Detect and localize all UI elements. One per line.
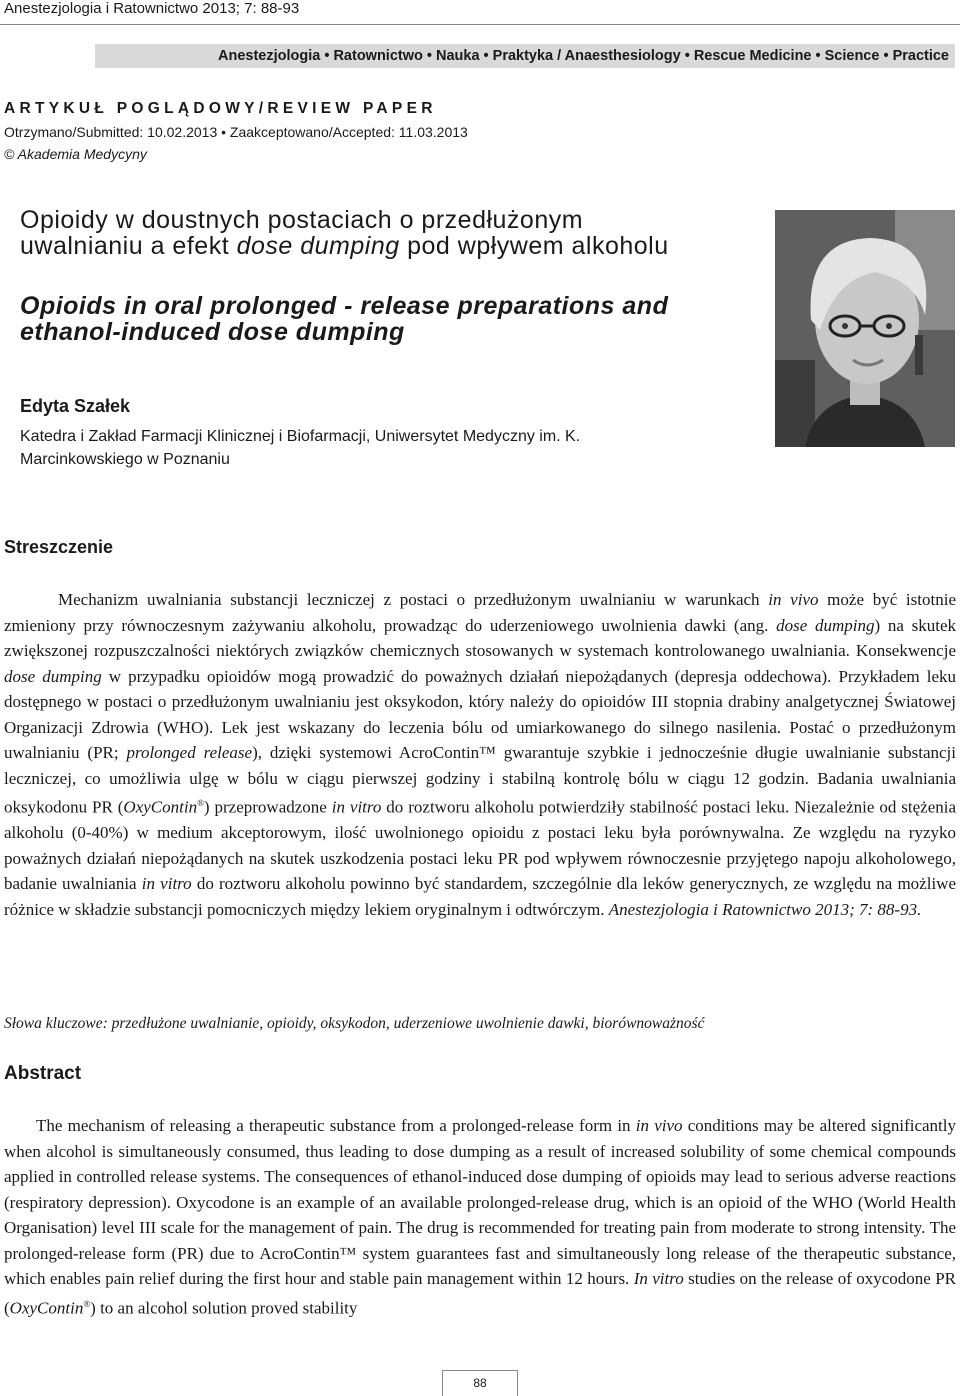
- title-polish-part1: Opioidy w doustnych postaciach o przedłużonym uwalnianiu a efekt: [20, 206, 584, 260]
- italic-term: prolonged release: [126, 743, 253, 762]
- text-segment: do roztworu alkoholu powinno być standardem, szczególnie dla leków generycznych, ze względu na możliwe różnice w składzie substancji pomocniczych między lekiem oryginalnym i odtwórczym.: [4, 874, 956, 919]
- text-segment: The mechanism of releasing a therapeutic substance from a prolonged-release form in: [36, 1116, 636, 1135]
- citation: Anestezjologia i Ratownictwo 2013; 7: 88-93.: [608, 899, 922, 919]
- text-segment: studies on the release of oxycodone PR (: [4, 1269, 957, 1318]
- text-segment: ) to an alcohol solution proved stability: [90, 1298, 358, 1318]
- text-segment: Mechanizm uwalniania substancji leczniczej z postaci o przedłużonym uwalnianiu w warunkach: [58, 590, 769, 609]
- streszczenie-body: [4, 587, 956, 922]
- text-segment: ) na skutek zwiększonej rozpuszczalności niektórych związków chemicznych stosowanych w systemach kontrolowanego uwalniania. Konsekwencje: [4, 615, 956, 660]
- registered-mark: ®: [197, 798, 204, 808]
- author-affiliation: Katedra i Zakład Farmacji Klinicznej i Biofarmacji, Uniwersytet Medyczny im. K. Marcinkowskiego w Poznaniu: [20, 428, 581, 468]
- text-segment: w przypadku opioidów mogą prowadzić do poważnych działań niepożądanych (depresja oddechowa). Przykładem leku dostępnego w postaci o przedłużonym uwalnianiu jest oksykodon, który należy do opioidów III stopnia drabiny analgetycznej Światowej Organizacji Zdrowia (WHO). Lek jest wskazany do leczenia bólu od umiarkowanego do silnego nasilenia. Postać o przedłużonym uwalnianiu (PR;: [4, 666, 956, 762]
- title-polish-italic: dose dumping: [236, 232, 400, 260]
- italic-term: in vitro: [141, 874, 192, 894]
- italic-term: dose dumping: [4, 666, 102, 686]
- author-photo: [775, 210, 955, 447]
- italic-term: dose dumping: [776, 615, 875, 635]
- footer-divider: [442, 1370, 518, 1371]
- italic-term: in vitro: [331, 797, 382, 817]
- author-portrait-image: [775, 210, 955, 447]
- abstract-body: [4, 1113, 956, 1321]
- page-number: 88: [473, 1376, 487, 1390]
- text-segment: conditions may be altered significantly when alcohol is simultaneously consumed, thus leading to dose dumping as a result of increased solubility of some chemical compounds applied in controlled release systems. The consequences of ethanol-induced dose dumping of opioids may lead to serious adverse reactions (respiratory depression). Oxycodone is an example of an available prolonged-release drug, which is an opioid of the WHO (World Health Organisation) level III scale for the management of pain. The drug is recommended for treating pain from moderate to strong intensity. The prolonged-release form (PR) due to AcroContin™ system guarantees fast and simultaneously long release of the therapeutic substance, which enables pain relief during the first hour and stable pain management within 12 hours.: [4, 1116, 957, 1288]
- title-polish-part2: pod wpływem alkoholu: [399, 232, 669, 260]
- text-segment: może być istotnie zmieniony przy równoczesnym zażywaniu alkoholu, prowadząc do uderzeniowego uwolnienia dawki (ang.: [4, 590, 956, 635]
- italic-term: OxyContin: [9, 1298, 84, 1318]
- author-name: Edyta Szałek: [20, 396, 131, 416]
- header-divider: [0, 24, 960, 25]
- title-english: Opioids in oral prolonged - release preparations and ethanol-induced dose dumping: [20, 292, 669, 346]
- italic-term: OxyContin: [123, 797, 198, 817]
- registered-mark: ®: [83, 1298, 91, 1309]
- journal-header: Anestezjologia i Ratownictwo 2013; 7: 88-93: [4, 0, 300, 17]
- streszczenie-heading: Streszczenie: [4, 537, 114, 557]
- text-segment: ) przeprowadzone: [203, 797, 332, 817]
- text-segment: ), dzięki systemowi AcroContin™ gwarantuje szybkie i jednocześnie długie uwalnianie substancji leczniczej, co umożliwia ulgę w bólu w ciągu pierwszej godziny i stabilną kontrolę bólu w ciągu 12 godzin. Badania uwalniania oksykodonu PR (: [4, 743, 956, 817]
- journal-banner: Anestezjologia • Ratownictwo • Nauka • Praktyka / Anaesthesiology • Rescue Medicine • Science • Practice: [95, 44, 955, 68]
- italic-term: in vivo: [768, 590, 819, 609]
- abstract-heading: Abstract: [4, 1063, 82, 1084]
- italic-term: in vivo: [635, 1116, 683, 1135]
- text-segment: do roztworu alkoholu potwierdziły stabilność postaci leku. Niezależnie od stężenia alkoholu (0-40%) w medium akceptorowym, ilość uwolnionego opioidu z postaci leku była porównywalna. Ze względu na ryzyko poważnych działań niepożądanych na skutek uszkodzenia postaci leku PR pod wpływem równoczesnie przyjętego napoju alkoholowego, badanie uwalniania: [4, 797, 957, 894]
- italic-term: In vitro: [633, 1269, 684, 1288]
- article-type: ARTYKUŁ POGLĄDOWY/REVIEW PAPER: [4, 100, 437, 117]
- title-polish: [20, 207, 700, 259]
- submission-dates: Otrzymano/Submitted: 10.02.2013 • Zaakceptowano/Accepted: 11.03.2013: [4, 124, 468, 140]
- keywords: Słowa kluczowe: przedłużone uwalnianie, opioidy, oksykodon, uderzeniowe uwolnienie dawki, biorównoważność: [4, 1015, 705, 1032]
- copyright-notice: © Akademia Medycyny: [4, 146, 147, 162]
